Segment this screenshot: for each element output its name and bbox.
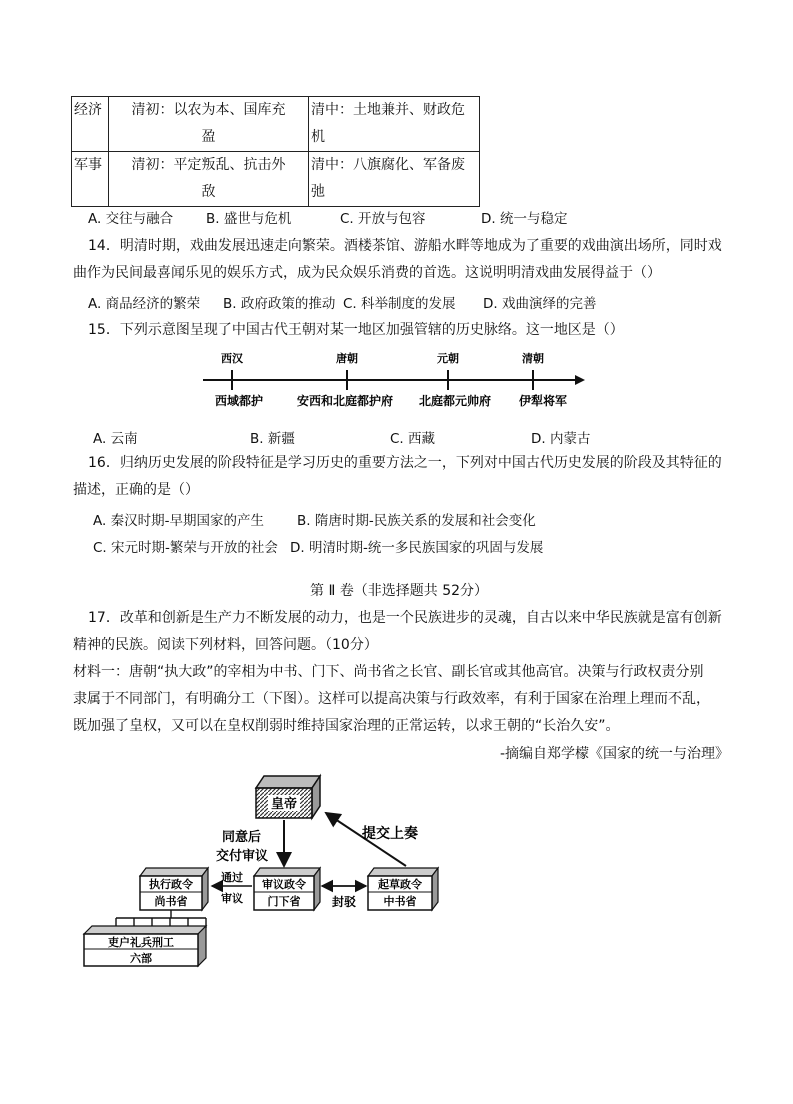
q14-option-c[interactable]: C. 科举制度的发展 bbox=[343, 296, 456, 312]
timeline-institution: 西域都护 bbox=[214, 394, 264, 408]
q14-option-a[interactable]: A. 商品经济的繁荣 bbox=[88, 296, 201, 312]
approve-label-1: 同意后 bbox=[222, 830, 262, 845]
cell-line: 清初：以农为本、国库充 bbox=[131, 102, 286, 118]
timeline-arrow-icon bbox=[575, 375, 585, 385]
submit-label: 提交上奏 bbox=[362, 826, 418, 842]
cell-line: 清初：平定叛乱、抗击外 bbox=[131, 157, 286, 173]
timeline-dynasty: 唐朝 bbox=[336, 352, 358, 365]
q13-option-d[interactable]: D. 统一与稳定 bbox=[481, 211, 568, 227]
q14-stem-line2: 曲作为民间最喜闻乐见的娱乐方式，成为民众娱乐消费的首选。这说明明清戏曲发展得益于（） bbox=[73, 265, 661, 281]
timeline-dynasty: 西汉 bbox=[221, 352, 243, 365]
zhongshu-name: 中书省 bbox=[383, 895, 417, 908]
approve-label-2: 交付审议 bbox=[216, 849, 269, 864]
governance-diagram bbox=[76, 768, 456, 973]
pass-label-1: 通过 bbox=[221, 871, 243, 884]
q16-option-b[interactable]: B. 隋唐时期-民族关系的发展和社会变化 bbox=[297, 513, 536, 529]
q17-material-line3: 既加强了皇权，又可以在皇权削弱时维持国家治理的正常运转，以求王朝的“长治久安”。 bbox=[73, 718, 620, 734]
section-title: 第 Ⅱ 卷（非选择题共 52分） bbox=[310, 583, 489, 599]
table-cell: 经济 bbox=[72, 97, 109, 152]
q14-option-d[interactable]: D. 戏曲演绎的完善 bbox=[483, 296, 597, 312]
six-ministries-box bbox=[84, 926, 206, 966]
q17-source: -摘编自郑学檬《国家的统一与治理》 bbox=[500, 746, 730, 762]
menxia-box bbox=[254, 868, 320, 910]
table-cell bbox=[109, 97, 309, 152]
q17-material-line2: 隶属于不同部门，有明确分工（下图）。这样可以提高决策与行政效率，有利于国家在治理上理而不乱， bbox=[73, 691, 710, 707]
table-row bbox=[72, 152, 480, 207]
timeline-dynasty: 元朝 bbox=[437, 352, 459, 365]
ministry-connectors bbox=[116, 910, 206, 928]
q16-stem-line1: 16．归纳历史发展的阶段特征是学习历史的重要方法之一，下列对中国古代历史发展的阶段及其特征的 bbox=[88, 455, 722, 471]
timeline-dynasty: 清朝 bbox=[522, 352, 544, 365]
timeline-institution: 伊犁将军 bbox=[518, 394, 568, 408]
timeline-institution: 安西和北庭都护府 bbox=[296, 394, 394, 408]
menxia-name: 门下省 bbox=[267, 895, 301, 908]
q16-option-d[interactable]: D. 明清时期-统一多民族国家的巩固与发展 bbox=[290, 540, 544, 556]
q15-option-a[interactable]: A. 云南 bbox=[93, 431, 138, 447]
table-cell: 清中：土地兼并、财政危机 bbox=[309, 97, 480, 152]
emperor-label: 皇帝 bbox=[270, 797, 298, 812]
q17-stem-line2: 精神的民族。阅读下列材料，回答问题。（10分） bbox=[73, 637, 378, 653]
q14-stem-line1: 14．明清时期，戏曲发展迅速走向繁荣。酒楼茶馆、游船水畔等地成为了重要的戏曲演出场所，同时戏 bbox=[88, 238, 722, 254]
q15-option-b[interactable]: B. 新疆 bbox=[250, 431, 295, 447]
q13-option-b[interactable]: B. 盛世与危机 bbox=[206, 211, 292, 227]
q14-option-b[interactable]: B. 政府政策的推动 bbox=[223, 296, 336, 312]
q15-timeline bbox=[195, 348, 595, 418]
q15-stem: 15．下列示意图呈现了中国古代王朝对某一地区加强管辖的历史脉络。这一地区是（） bbox=[88, 322, 624, 338]
comparison-table bbox=[71, 96, 480, 207]
q16-option-c[interactable]: C. 宋元时期-繁荣与开放的社会 bbox=[93, 540, 278, 556]
table-cell bbox=[109, 152, 309, 207]
six-ministries-name: 六部 bbox=[130, 952, 152, 965]
table-row bbox=[72, 97, 480, 152]
shangshu-name: 尚书省 bbox=[154, 895, 188, 908]
q13-option-a[interactable]: A. 交往与融合 bbox=[88, 211, 174, 227]
q17-material-line1: 材料一：唐朝“执大政”的宰相为中书、门下、尚书省之长官、副长官或其他高官。决策与行政权责分别 bbox=[73, 664, 704, 680]
q16-stem-line2: 描述，正确的是（） bbox=[73, 482, 199, 498]
veto-label: 封驳 bbox=[331, 895, 357, 909]
q16-option-a[interactable]: A. 秦汉时期-早期国家的产生 bbox=[93, 513, 264, 529]
cell-line: 敌 bbox=[201, 184, 216, 200]
q15-option-d[interactable]: D. 内蒙古 bbox=[531, 431, 591, 447]
table-cell: 清中：八旗腐化、军备废弛 bbox=[309, 152, 480, 207]
shangshu-box bbox=[140, 868, 208, 910]
q17-stem-line1: 17．改革和创新是生产力不断发展的动力，也是一个民族进步的灵魂，自古以来中华民族就是富有创新 bbox=[88, 610, 722, 626]
zhongshu-role: 起草政令 bbox=[378, 878, 422, 891]
shangshu-role: 执行政令 bbox=[149, 878, 193, 891]
table-cell: 军事 bbox=[72, 152, 109, 207]
menxia-role: 审议政令 bbox=[262, 878, 306, 891]
q15-option-c[interactable]: C. 西藏 bbox=[390, 431, 436, 447]
six-ministries-list: 吏户礼兵刑工 bbox=[108, 936, 174, 949]
emperor-box bbox=[256, 776, 320, 818]
q13-option-c[interactable]: C. 开放与包容 bbox=[340, 211, 426, 227]
pass-label-2: 审议 bbox=[221, 892, 243, 905]
timeline-institution: 北庭都元帅府 bbox=[418, 394, 492, 408]
cell-line: 盈 bbox=[201, 129, 216, 145]
zhongshu-box bbox=[368, 868, 438, 910]
